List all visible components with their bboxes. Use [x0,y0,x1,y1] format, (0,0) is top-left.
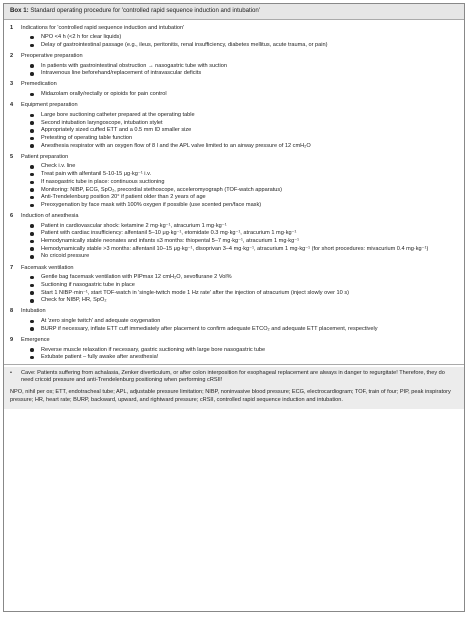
section-items [10,91,458,98]
section [10,211,458,261]
list-item: Monitoring: NIBP, ECG, SpO₂, precordial stethoscope, acceleromyograph (TOF-watch apparatus) [30,187,458,194]
list-item: Large bore suctioning catheter prepared at the operating table [30,112,458,119]
section-title [10,263,458,274]
list-item: Intravenous line beforehand/replacement of intravascular deficits [30,70,458,77]
section-title [10,51,458,62]
section [10,263,458,305]
section-label: Emergence [21,336,50,343]
section-title [10,306,458,317]
caveat-bullet-icon: • [10,370,12,377]
section [10,23,458,49]
section [10,306,458,332]
box-label: Box 1: [10,7,29,14]
section-label: Indications for 'controlled rapid sequence induction and intubation' [21,24,185,31]
section-items [10,318,458,333]
section-number: 6 [10,212,14,219]
procedure-box [3,3,465,612]
section [10,100,458,150]
section-label: Induction of anesthesia [21,212,79,219]
section-number: 5 [10,153,14,160]
sections-list [10,23,458,362]
caveat-note [10,370,458,384]
section-items [10,274,458,304]
list-item: Extubate patient – fully awake after anesthesia! [30,354,458,361]
section-title [10,100,458,111]
list-item: Hemodynamically stable >3 months: alfentanil 10–15 μg·kg⁻¹, disoprivan 3–4 mg·kg⁻¹, atracurium 1 mg·kg⁻¹ (for short procedures: mivacurium 0.4 mg·kg⁻¹) [30,246,458,253]
list-item: Second intubation laryngoscope, intubation stylet [30,120,458,127]
list-item: Pretesting of operating table function [30,135,458,142]
section-label: Facemask ventilation [21,264,74,271]
list-item: Gentle bag facemask ventilation with PIPmax 12 cmH₂O, sevoflurane 2 Vol% [30,274,458,281]
section-number: 2 [10,52,14,59]
list-item: Suctioning if nasogastric tube in place [30,282,458,289]
section-number: 8 [10,308,14,315]
section-number: 3 [10,81,14,88]
section-items [10,223,458,261]
section-number: 9 [10,336,14,343]
list-item: Anti-Trendelenburg position 20° if patient older than 2 years of age [30,194,458,201]
section-items [10,347,458,362]
section-items [10,112,458,150]
list-item: Treat pain with alfentanil 5-10-15 μg·kg⁻¹ i.v. [30,171,458,178]
section-label: Intubation [21,308,46,315]
list-item: Hemodynamically stable neonates and infants ≤3 months: thiopental 5–7 mg·kg⁻¹, atracurium 1 mg·kg⁻¹ [30,238,458,245]
section-items [10,163,458,209]
section-title [10,211,458,222]
list-item: In patients with gastrointestinal obstruction → nasogastric tube with suction [30,63,458,70]
section [10,335,458,361]
abbreviations: NPO, nihil per os; ETT, endotracheal tube; APL, adjustable pressure limitation; NIBP, noninvasive blood pressure; ECG, electrocardiogram; TOF, train of four; PIP, peak inspiratory pressure; HR, heart rate; BURP, backward, upward, and rightward pressure; cRSII, controlled rapid sequence induction and intubation. [10,389,451,403]
section-number: 7 [10,264,14,271]
notes-block [4,367,464,408]
section [10,79,458,98]
list-item: Midazolam orally/rectally or opioids for pain control [30,91,458,98]
section-label: Equipment preparation [21,102,78,109]
divider [4,364,464,365]
list-item: Check i.v. line [30,163,458,170]
section-items [10,34,458,49]
section-title [10,79,458,90]
box-title: Standard operating procedure for 'controlled rapid sequence induction and intubation' [30,7,260,14]
section [10,152,458,209]
list-item: Patient in cardiovascular shock: ketamine 2 mg·kg⁻¹, atracurium 1 mg·kg⁻¹ [30,223,458,230]
section-label: Premedication [21,81,57,88]
box-header [4,4,464,20]
section-title [10,335,458,346]
caveat-text: Cave: Patients suffering from achalasia, Zenker diverticulum, or after colon interposition for esophageal replacement are always in danger to regurgitate! Therefore, they do need cricoid pressure and anti-Trendelenburg positioning when performing cRSII! [21,370,445,384]
section-number: 4 [10,102,14,109]
section-items [10,63,458,78]
section-label: Patient preparation [21,153,69,160]
list-item: Preoxygenation by face mask with 100% oxygen if possible (use scented pen/face mask) [30,202,458,209]
list-item: No cricoid pressure [30,253,458,260]
list-item: Start 1 NIBP·min⁻¹, start TOF-watch in 'single-twitch mode 1 Hz rate' after the injection of atracurium (inject slowly over 10 s) [30,290,458,297]
section-title [10,152,458,163]
list-item: NPO <4 h (<2 h for clear liquids) [30,34,458,41]
section-title [10,23,458,34]
list-item: Anesthesia respirator with an oxygen flow of 8 l and the APL valve limited to an airway pressure of 12 cmH₂O [30,143,458,150]
list-item: Reverse muscle relaxation if necessary, gastric suctioning with large bore nasogastric tube [30,347,458,354]
section-number: 1 [10,24,14,31]
list-item: If nasogastric tube in place: continuous suctioning [30,179,458,186]
box-content [4,20,464,409]
list-item: BURP if necessary, inflate ETT cuff immediately after placement to confirm adequate ETCO₂ and adequate ETT placement, respectively [30,326,458,333]
list-item: Delay of gastrointestinal passage (e.g., ileus, peritonitis, renal insufficiency, diabetes mellitus, acute trauma, or pain) [30,42,458,49]
section [10,51,458,77]
section-label: Preoperative preparation [21,52,83,59]
list-item: Check for NIBP, HR, SpO₂ [30,297,458,304]
list-item: Appropriately sized cuffed ETT and a 0.5 mm ID smaller size [30,127,458,134]
list-item: Patient with cardiac insufficiency: alfentanil 5–10 μg·kg⁻¹, etomidate 0.3 mg·kg⁻¹, atracurium 1 mg·kg⁻¹ [30,230,458,237]
list-item: At 'zero single twitch' and adequate oxygenation [30,318,458,325]
